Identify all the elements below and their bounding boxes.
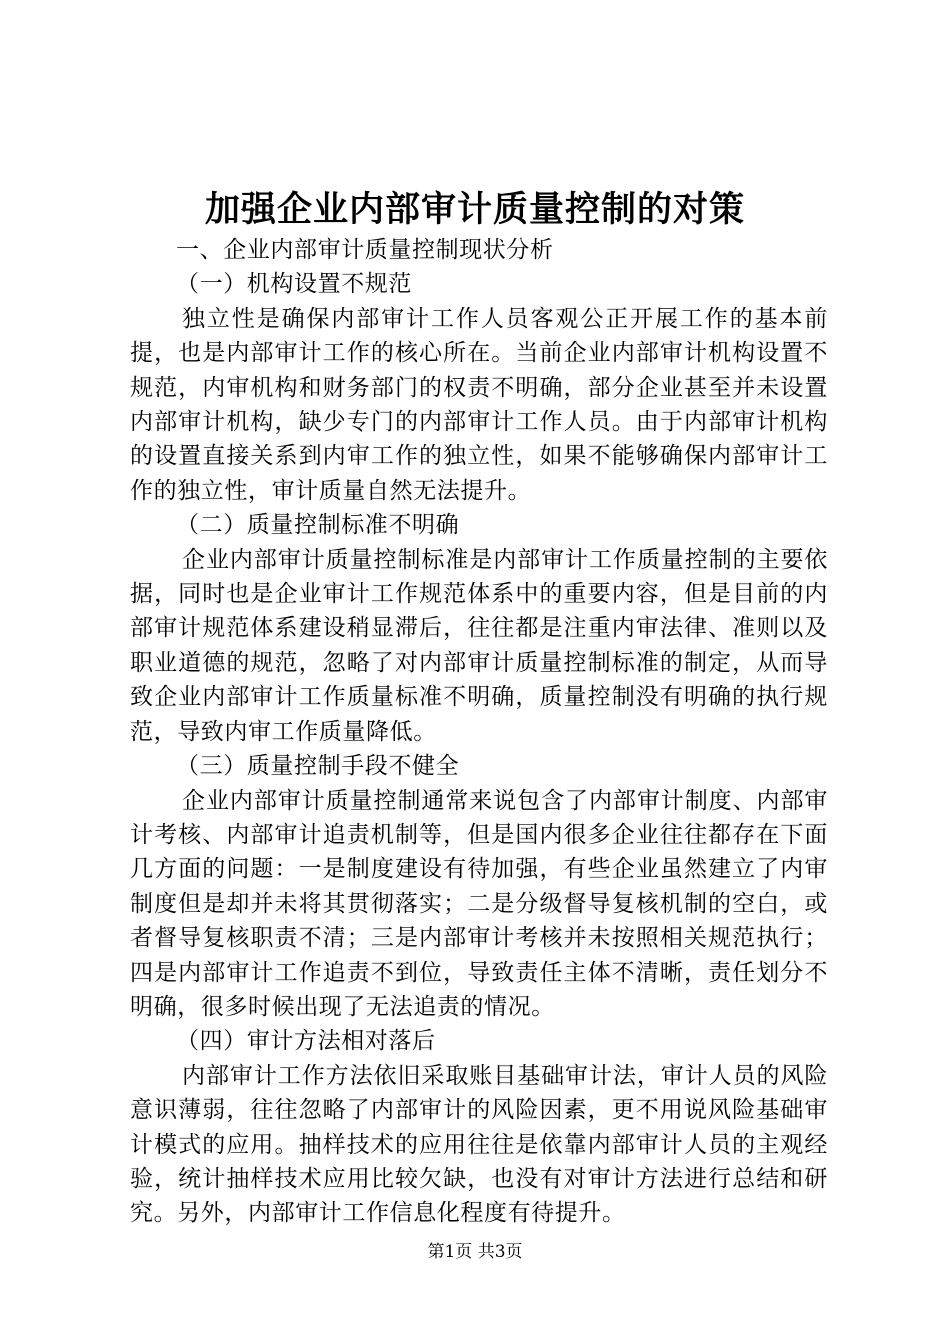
paragraph: 企业内部审计质量控制通常来说包含了内部审计制度、内部审计考核、内部审计追责机制等，但是国内很多企业往往都存在下面几方面的问题：一是制度建设有待加强，有些企业虽然建立了内审制度但是却并未将其贯彻落实；二是分级督导复核机制的空白，或者督导复核职责不清；三是内部审计考核并未按照相关规范执行；四是内部审计工作追责不到位，导致责任主体不清晰，责任划分不明确，很多时候出现了无法追责的情况。	[130, 787, 828, 1020]
paragraph: 内部审计工作方法依旧采取账目基础审计法，审计人员的风险意识薄弱，往往忽略了内部审计的风险因素，更不用说风险基础审计模式的应用。抽样技术的应用往往是依靠内部审计人员的主观经验，统计抽样技术应用比较欠缺，也没有对审计方法进行总结和研究。另外，内部审计工作信息化程度有待提升。	[130, 1062, 828, 1227]
paragraph: 企业内部审计质量控制标准是内部审计工作质量控制的主要依据，同时也是企业审计工作规范体系中的重要内容，但是目前的内部审计规范体系建设稍显滞后，往往都是注重内审法律、准则以及职业道德的规范，忽略了对内部审计质量控制标准的制定，从而导致企业内部审计工作质量标准不明确，质量控制没有明确的执行规范，导致内审工作质量降低。	[130, 546, 828, 745]
document-body	[130, 233, 828, 1231]
subsection-heading: （四）审计方法相对落后	[176, 1028, 436, 1055]
section-heading: 一、企业内部审计质量控制现状分析	[176, 237, 554, 263]
subsection-heading: （二）质量控制标准不明确	[176, 512, 460, 539]
page-number-footer: 第1页 共3页	[427, 1242, 523, 1262]
subsection-heading: （三）质量控制手段不健全	[176, 753, 460, 780]
document-title: 加强企业内部审计质量控制的对策	[204, 189, 745, 230]
subsection-heading: （一）机构设置不规范	[176, 271, 412, 298]
paragraph: 独立性是确保内部审计工作人员客观公正开展工作的基本前提，也是内部审计工作的核心所在。当前企业内部审计机构设置不规范，内审机构和财务部门的权责不明确，部分企业甚至并未设置内部审计机构，缺少专门的内部审计工作人员。由于内部审计机构的设置直接关系到内审工作的独立性，如果不能够确保内部审计工作的独立性，审计质量自然无法提升。	[130, 305, 828, 504]
